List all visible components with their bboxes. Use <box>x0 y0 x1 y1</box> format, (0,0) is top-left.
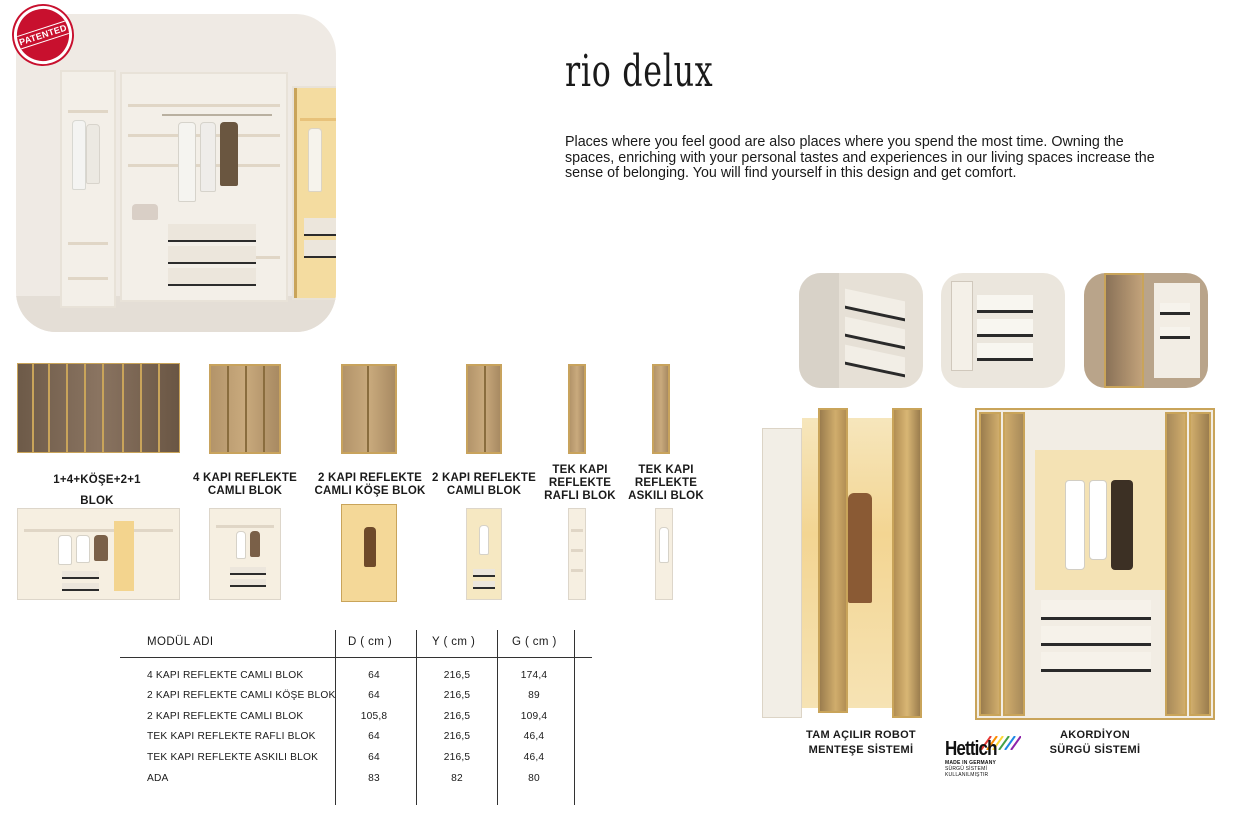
module-label-line: 2 KAPI REFLEKTE <box>432 472 536 484</box>
table-column-divider <box>497 630 498 805</box>
module-thumb-closed-2-door <box>466 364 502 454</box>
caption-hinge-system <box>786 728 936 758</box>
module-thumb-open-corner <box>341 504 397 602</box>
module-label-line: CAMLI BLOK <box>446 485 522 497</box>
table-cell-depth: 83 <box>368 773 380 784</box>
table-cell-width: 174,4 <box>520 670 548 681</box>
hettich-wordmark: Hettich <box>945 738 997 760</box>
module-label-line: ASKILI BLOK <box>628 490 704 502</box>
table-cell-width: 80 <box>528 773 540 784</box>
module-thumb-closed-set <box>17 363 180 453</box>
module-label-2-door <box>428 472 540 498</box>
module-thumb-open-single-shelf <box>568 508 586 600</box>
table-cell-height: 216,5 <box>443 670 471 681</box>
caption-line: AKORDİYON <box>1060 729 1130 741</box>
table-cell-height: 216,5 <box>443 690 471 701</box>
detail-photo-drawer-open <box>941 273 1065 388</box>
table-header-depth: D ( cm ) <box>348 636 393 648</box>
module-label-line: CAMLI BLOK <box>207 485 283 497</box>
module-label-line: 1+4+KÖŞE+2+1 <box>53 474 141 486</box>
hettich-logo <box>945 738 1015 778</box>
module-label-line: 4 KAPI REFLEKTE <box>193 472 297 484</box>
module-label-single-hanging <box>625 464 707 503</box>
table-cell-module: ADA <box>147 773 169 784</box>
module-label-line: TEK KAPI <box>552 464 608 476</box>
module-thumb-closed-corner <box>341 364 397 454</box>
module-thumb-open-set <box>17 508 180 600</box>
module-label-line: RAFLI BLOK <box>544 490 616 502</box>
table-header-divider <box>120 657 592 658</box>
table-header-height: Y ( cm ) <box>432 636 476 648</box>
caption-line: TAM AÇILIR ROBOT <box>806 729 916 741</box>
table-cell-height: 216,5 <box>443 752 471 763</box>
table-cell-module: TEK KAPI REFLEKTE ASKILI BLOK <box>147 752 319 763</box>
brand-description: Places where you feel good are also places where you spend the most time. Owning the spaces, enriching with your personal tastes and experiences in our living spaces increase the sense of belonging. You will find yourself in this design and get comfort. <box>565 134 1155 181</box>
module-thumb-closed-single-hanging <box>652 364 670 454</box>
module-thumb-open-4-door <box>209 508 281 600</box>
table-cell-module: 2 KAPI REFLEKTE CAMLI BLOK <box>147 711 304 722</box>
table-cell-width: 46,4 <box>523 731 545 742</box>
hettich-made-in: MADE IN GERMANY <box>945 760 997 766</box>
hettich-sub-text: SÜRGÜ SİSTEMİ KULLANILMIŞTIR <box>945 766 989 778</box>
detail-photo-glass-door <box>1084 273 1208 388</box>
table-cell-height: 82 <box>451 773 463 784</box>
table-cell-height: 216,5 <box>443 731 471 742</box>
detail-photo-drawers <box>799 273 923 388</box>
module-thumb-open-single-hanging <box>655 508 673 600</box>
module-label-line: CAMLI KÖŞE BLOK <box>314 485 426 497</box>
module-thumb-open-2-door <box>466 508 502 600</box>
table-cell-width: 109,4 <box>520 711 548 722</box>
module-label-line: REFLEKTE <box>548 477 612 489</box>
module-thumb-closed-single-shelf <box>568 364 586 454</box>
module-label-line: BLOK <box>80 495 114 507</box>
caption-accordion-system <box>1035 728 1155 758</box>
table-column-divider <box>574 630 575 805</box>
table-cell-depth: 64 <box>368 690 380 701</box>
module-label-line: REFLEKTE <box>634 477 698 489</box>
table-cell-width: 46,4 <box>523 752 545 763</box>
table-cell-width: 89 <box>528 690 540 701</box>
hero-wardrobe-corner <box>292 86 336 300</box>
table-cell-depth: 64 <box>368 731 380 742</box>
module-label-set <box>42 470 152 512</box>
module-label-line: 2 KAPI REFLEKTE <box>318 472 422 484</box>
cabinet-corner-open <box>762 408 940 720</box>
table-cell-module: 4 KAPI REFLEKTE CAMLI BLOK <box>147 670 304 681</box>
table-cell-height: 216,5 <box>443 711 471 722</box>
table-cell-module: 2 KAPI REFLEKTE CAMLI KÖŞE BLOK <box>147 690 336 701</box>
patented-badge-text: PATENTED <box>17 22 69 48</box>
hero-wardrobe-center <box>120 72 288 302</box>
table-cell-depth: 64 <box>368 670 380 681</box>
table-cell-module: TEK KAPI REFLEKTE RAFLI BLOK <box>147 731 316 742</box>
hero-wardrobe-left <box>60 70 116 308</box>
table-column-divider <box>335 630 336 805</box>
module-thumb-closed-4-door <box>209 364 281 454</box>
table-cell-depth: 64 <box>368 752 380 763</box>
caption-line: MENTEŞE SİSTEMİ <box>808 744 914 756</box>
cabinet-accordion-open <box>975 408 1215 720</box>
table-header-width: G ( cm ) <box>512 636 557 648</box>
caption-line: SÜRGÜ SİSTEMİ <box>1049 744 1141 756</box>
table-cell-depth: 105,8 <box>360 711 388 722</box>
module-label-line: TEK KAPI <box>638 464 694 476</box>
table-column-divider <box>416 630 417 805</box>
module-label-4-door <box>185 472 305 498</box>
brand-title: rio delux <box>565 46 714 97</box>
table-header-module: MODÜL ADI <box>147 636 214 648</box>
hero-image <box>16 14 336 332</box>
module-label-single-shelf <box>541 464 619 503</box>
module-label-corner <box>311 472 429 498</box>
